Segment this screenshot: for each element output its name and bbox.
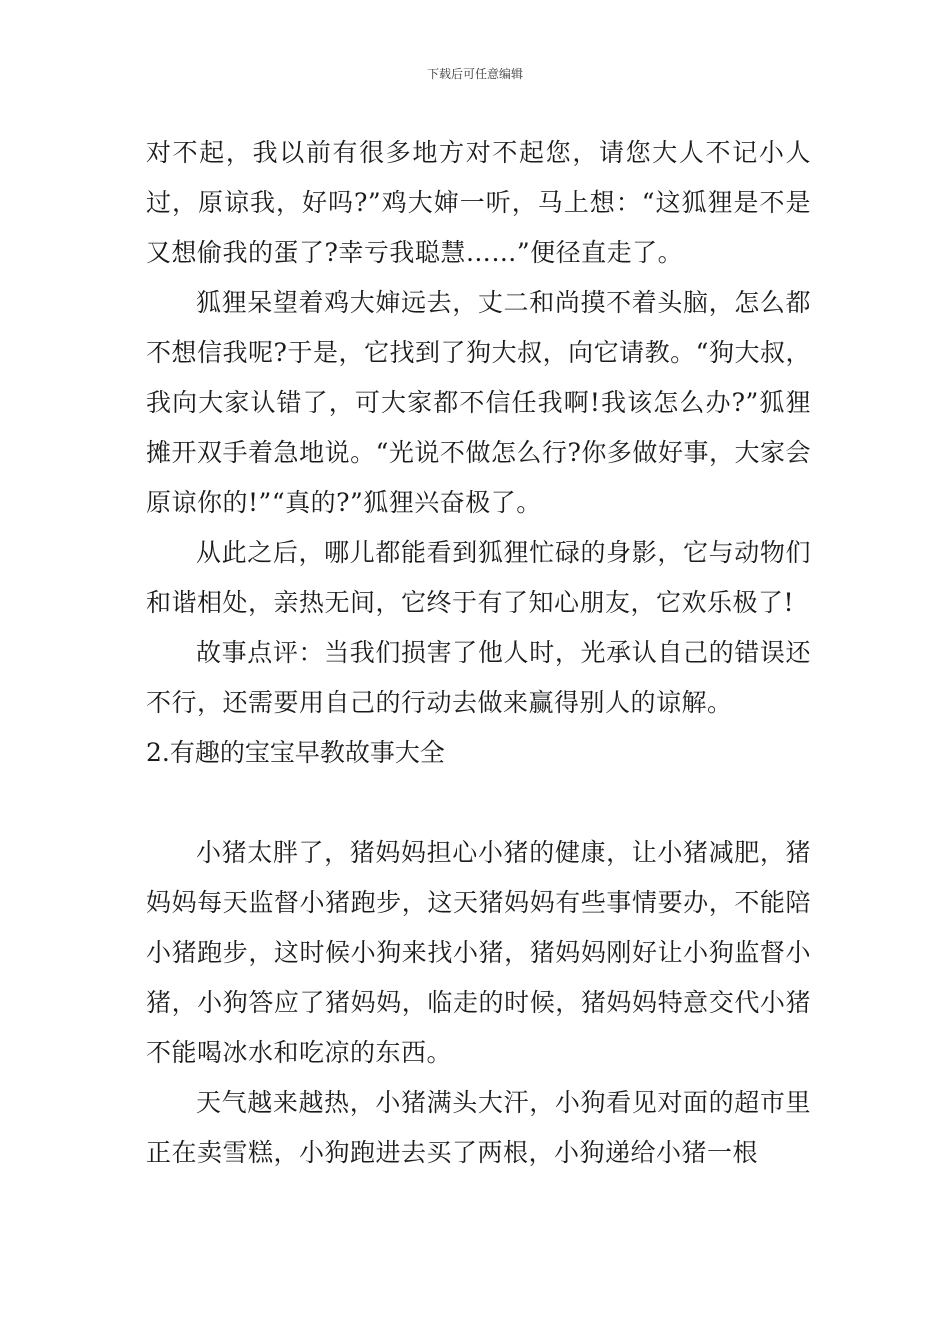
paragraph-3: 从此之后，哪儿都能看到狐狸忙碌的身影，它与动物们和谐相处，亲热无间，它终于有了知心朋友，它欢乐极了! [146,538,811,617]
paragraph-2: 狐狸呆望着鸡大婶远去，丈二和尚摸不着头脑，怎么都不想信我呢?于是，它找到了狗大叔，向它请教。“狗大叔，我向大家认错了，可大家都不信任我啊!我该怎么办?”狐狸摊开双手着急地说。“光说不做怎么行?你多做好事，大家会原谅你的!”“真的?”狐狸兴奋极了。 [146,288,811,517]
paragraph-4: 故事点评：当我们损害了他人时，光承认自己的错误还不行，还需要用自己的行动去做来赢得别人的谅解。 [146,638,811,717]
page-header-note: 下载后可任意编辑 [426,67,523,81]
paragraph-6: 天气越来越热，小猪满头大汗，小狗看见对面的超市里正在卖雪糕，小狗跑进去买了两根，小狗递给小猪一根 [146,1088,811,1167]
paragraph-5: 小猪太胖了，猪妈妈担心小猪的健康，让小猪减肥，猪妈妈每天监督小猪跑步，这天猪妈妈有些事情要办，不能陪小猪跑步，这时候小狗来找小猪，猪妈妈刚好让小狗监督小猪，小狗答应了猪妈妈，临走的时候，猪妈妈特意交代小猪不能喝冰水和吃凉的东西。 [146,838,811,1067]
paragraph-1: 对不起，我以前有很多地方对不起您，请您大人不记小人过，原谅我，好吗?”鸡大婶一听，马上想：“这狐狸是不是又想偷我的蛋了?幸亏我聪慧……”便径直走了。 [146,138,811,267]
blank-line [146,778,811,828]
document-body [146,128,811,1178]
section-title: 2.有趣的宝宝早教故事大全 [146,738,445,767]
